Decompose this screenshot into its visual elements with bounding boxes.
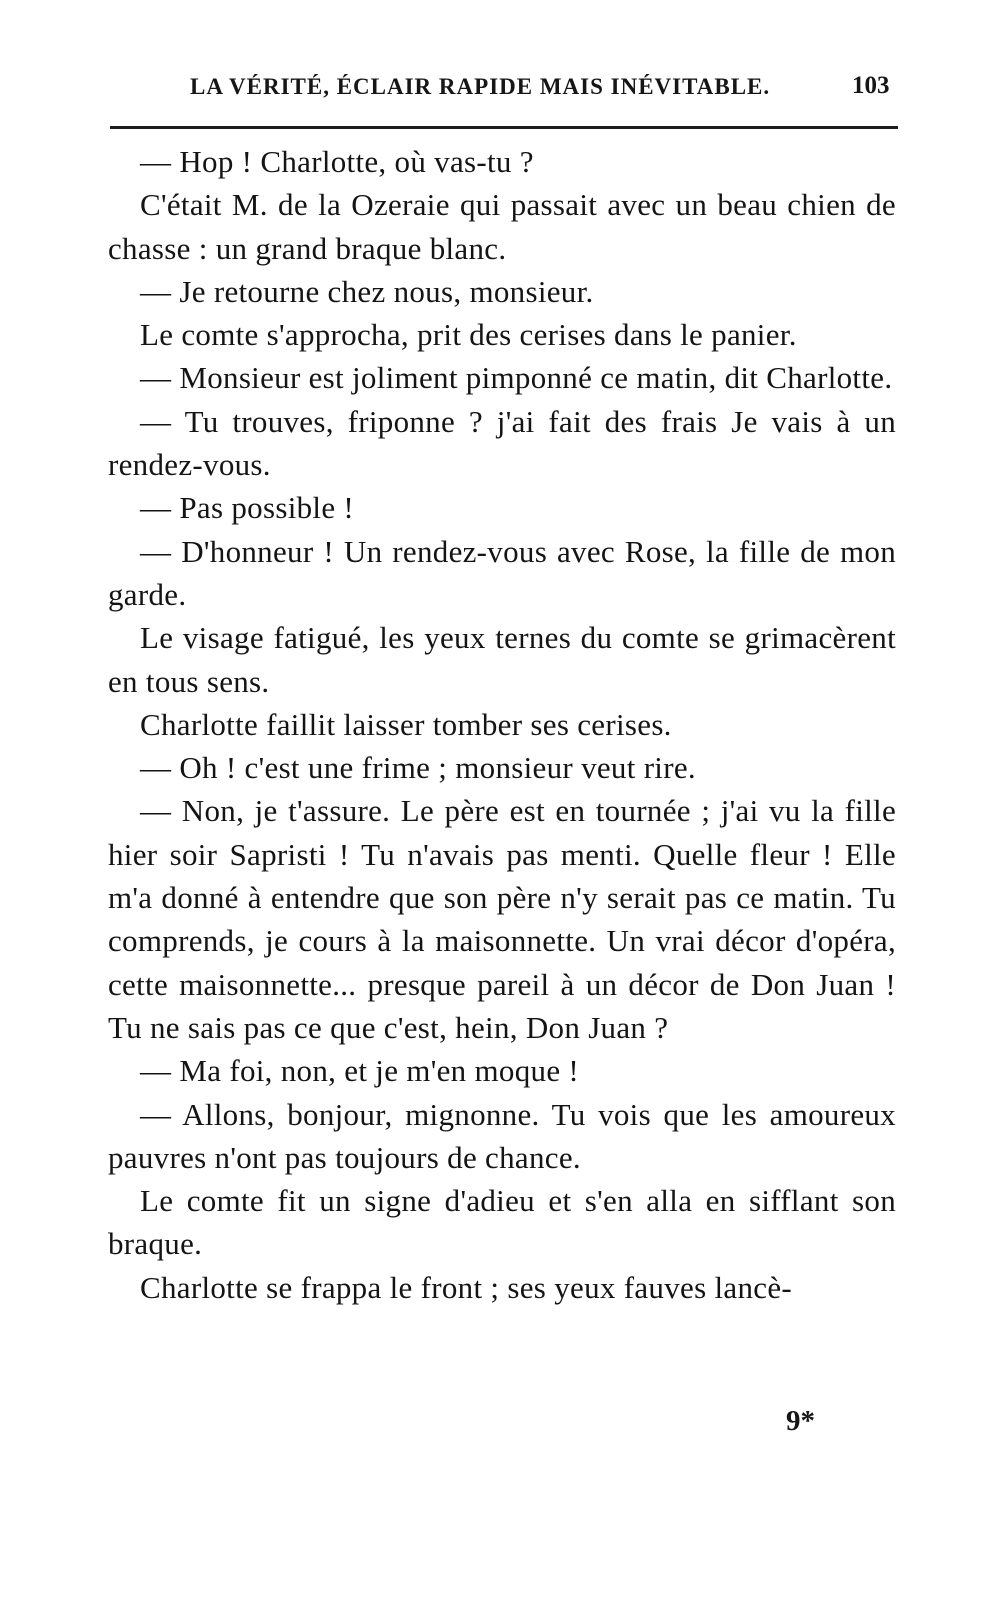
paragraph: Charlotte se frappa le front ; ses yeux fauves lancè- bbox=[140, 1269, 793, 1305]
paragraph: — D'honneur ! Un rendez-vous avec Rose, la fille de mon garde. bbox=[108, 533, 896, 612]
paragraph: — Allons, bonjour, mignonne. Tu vois que les amoureux pauvres n'ont pas toujours de chance. bbox=[108, 1096, 896, 1175]
paragraph: — Monsieur est joliment pimponné ce matin, dit Charlotte. bbox=[140, 360, 893, 396]
paragraph: Le comte fit un signe d'adieu et s'en alla en sifflant son braque. bbox=[108, 1183, 896, 1262]
paragraph: — Non, je t'assure. Le père est en tournée ; j'ai vu la fille hier soir Sapristi ! Tu n'avais pas menti. Quelle fleur ! Elle m'a donné à entendre que son père n'y serait pas ce matin. Tu comprends, je cours à la maisonnette. Un vrai décor d'opéra, cette maisonnette... presque pareil à un décor de Don Juan ! Tu ne sais pas ce que c'est, hein, Don Juan ? bbox=[108, 793, 896, 1045]
paragraph: — Oh ! c'est une frime ; monsieur veut rire. bbox=[140, 750, 696, 786]
paragraph: Charlotte faillit laisser tomber ses cerises. bbox=[140, 706, 672, 742]
paragraph: — Ma foi, non, et je m'en moque ! bbox=[140, 1053, 580, 1089]
signature-mark: 9* bbox=[786, 1405, 815, 1437]
paragraph: — Tu trouves, friponne ? j'ai fait des frais Je vais à un rendez-vous. bbox=[108, 403, 896, 483]
paragraph: — Je retourne chez nous, monsieur. bbox=[140, 273, 594, 309]
paragraph: Le comte s'approcha, prit des cerises dans le panier. bbox=[140, 317, 797, 353]
paragraph: C'était M. de la Ozeraie qui passait avec un beau chien de chasse : un grand braque blanc. bbox=[108, 187, 896, 266]
paragraph: Le visage fatigué, les yeux ternes du comte se grimacèrent en tous sens. bbox=[108, 620, 896, 699]
header-rule bbox=[110, 126, 898, 129]
running-head-title: LA VÉRITÉ, ÉCLAIR RAPIDE MAIS INÉVITABLE. bbox=[190, 74, 771, 99]
body-text bbox=[108, 140, 896, 1309]
paragraph: — Pas possible ! bbox=[140, 490, 355, 526]
page-number: 103 bbox=[852, 72, 890, 99]
paragraph: — Hop ! Charlotte, où vas-tu ? bbox=[140, 144, 534, 179]
